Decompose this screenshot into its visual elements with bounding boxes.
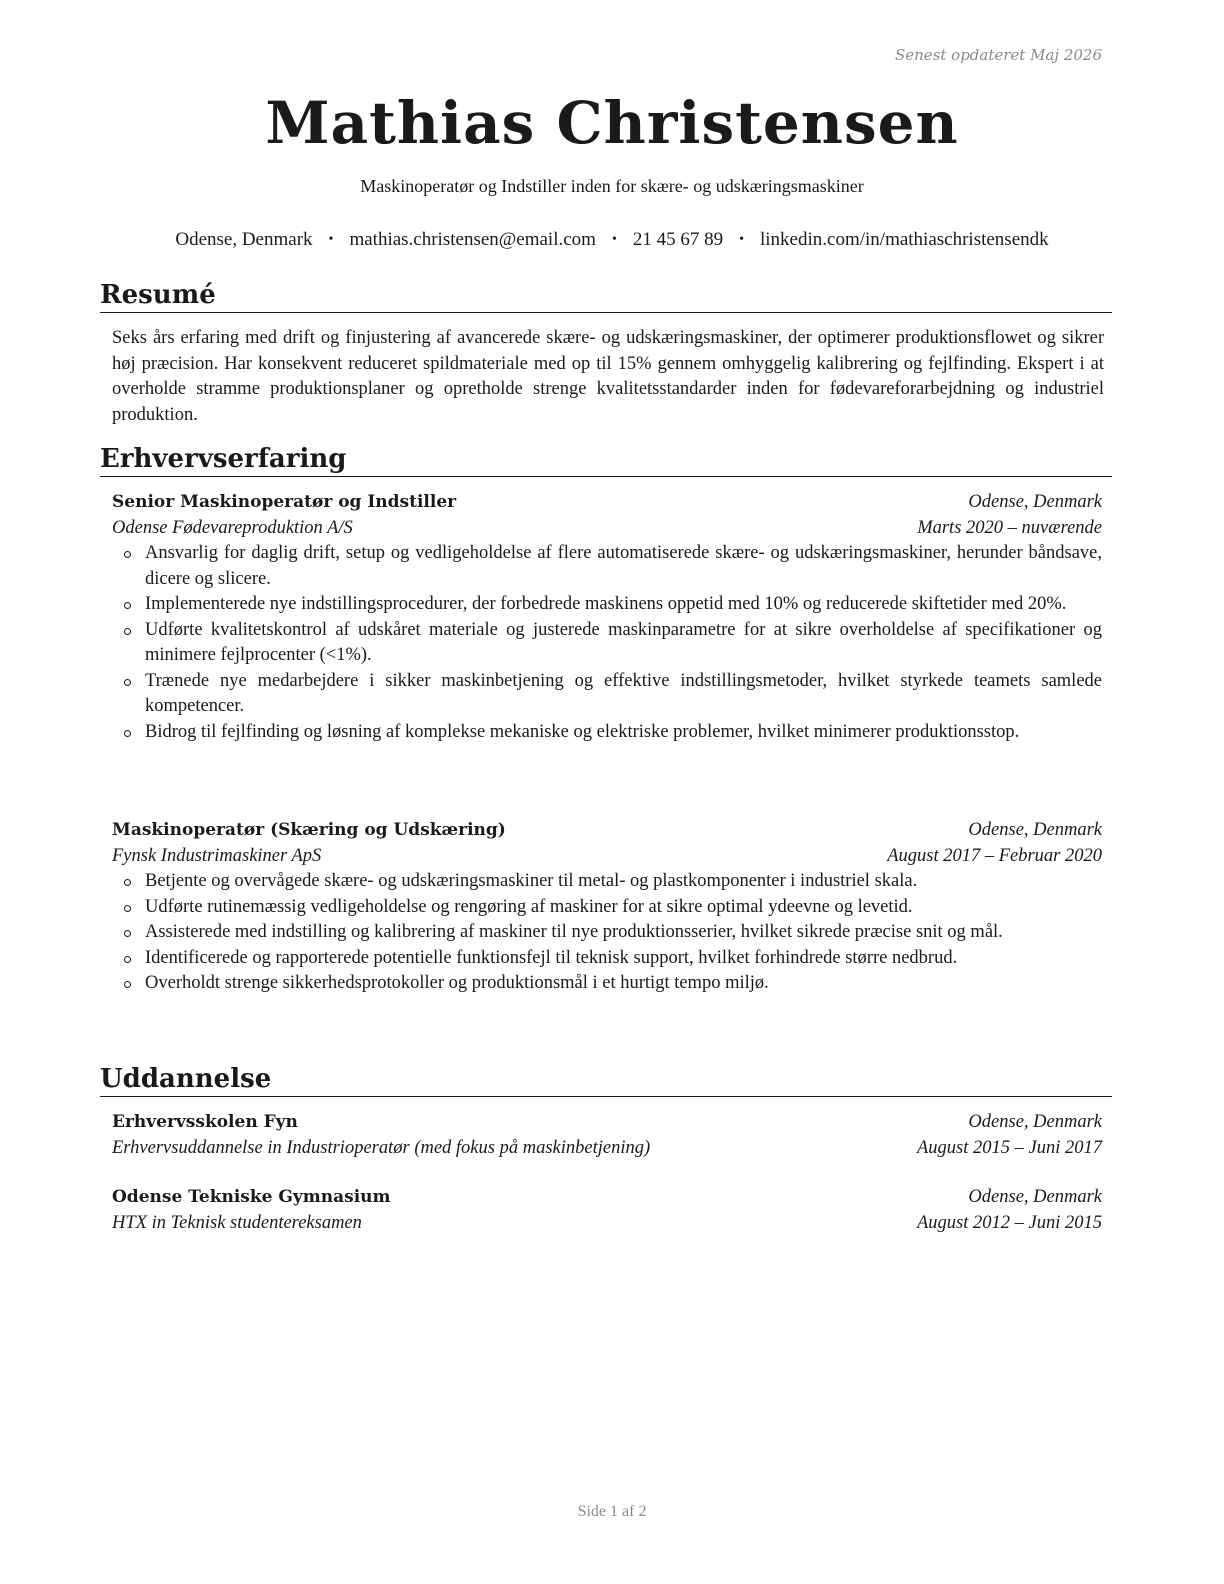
contact-linkedin[interactable]: linkedin.com/in/mathiaschristensendk xyxy=(760,229,1049,250)
candidate-name: Mathias Christensen xyxy=(265,89,959,157)
list-item: Trænede nye medarbejdere i sikker maskinbetjening og effektive indstillingsmetoder, hvilket styrkede teamets samlede kompetencer. xyxy=(112,669,1102,720)
list-item: Bidrog til fejlfinding og løsning af komplekse mekaniske og elektriske problemer, hvilket minimerer produktionsstop. xyxy=(112,720,1102,746)
list-item: Overholdt strenge sikkerhedsprotokoller og produktionsmål i et hurtigt tempo miljø. xyxy=(112,971,1102,997)
bullet-separator: • xyxy=(328,232,334,247)
school-name: Erhvervsskolen Fyn xyxy=(112,1112,298,1132)
job-entry xyxy=(112,818,1102,997)
job-dates: Marts 2020 – nuværende xyxy=(917,517,1102,538)
contact-email[interactable]: mathias.christensen@email.com xyxy=(349,229,596,250)
bullet-separator: • xyxy=(739,232,744,247)
job-title: Maskinoperatør (Skæring og Udskæring) xyxy=(112,820,506,840)
contact-line xyxy=(0,229,1224,251)
job-company: Fynsk Industrimaskiner ApS xyxy=(112,845,322,866)
contact-location: Odense, Denmark xyxy=(175,229,313,250)
list-item: Ansvarlig for daglig drift, setup og vedligeholdelse af flere automatiserede skære- og udskæringsmaskiner, herunder båndsave, dicere og slicere. xyxy=(112,541,1102,592)
section-heading-summary: Resumé xyxy=(100,279,1112,313)
list-item: Identificerede og rapporterede potentielle funktionsfejl til teknisk support, hvilket forhindrede større nedbrud. xyxy=(112,946,1102,972)
last-updated: Senest opdateret Maj 2026 xyxy=(894,46,1102,64)
job-entry xyxy=(112,490,1102,745)
job-title: Senior Maskinoperatør og Indstiller xyxy=(112,492,457,512)
school-degree: Erhvervsuddannelse in Industrioperatør (med fokus på maskinbetjening) xyxy=(112,1137,651,1158)
list-item: Udførte kvalitetskontrol af udskåret materiale og justerede maskinparametre for at sikre overholdelse af specifikationer og minimere fejlprocenter (<1%). xyxy=(112,618,1102,669)
school-dates: August 2015 – Juni 2017 xyxy=(917,1137,1102,1158)
education-entry xyxy=(112,1110,1102,1161)
school-location: Odense, Denmark xyxy=(968,1112,1102,1132)
education-entry xyxy=(112,1185,1102,1236)
school-dates: August 2012 – Juni 2015 xyxy=(917,1212,1102,1233)
list-item: Implementerede nye indstillingsprocedurer, der forbedrede maskinens oppetid med 10% og reducerede skiftetider med 20%. xyxy=(112,592,1102,618)
page-number: Side 1 af 2 xyxy=(577,1503,647,1520)
job-location: Odense, Denmark xyxy=(968,820,1102,840)
summary-text: Seks års erfaring med drift og finjustering af avancerede skære- og udskæringsmaskiner, der optimerer produktionsflowet og sikrer høj præcision. Har konsekvent reduceret spildmateriale med op til 15% gennem omhyggelig kalibrering og fejlfinding. Ekspert i at overholde stramme produktionsplaner og opretholde strenge kvalitetsstandarder inden for fødevareforarbejdning og industriel produktion. xyxy=(112,328,1104,425)
contact-phone: 21 45 67 89 xyxy=(632,229,724,250)
section-heading-education: Uddannelse xyxy=(100,1063,1112,1097)
list-item: Betjente og overvågede skære- og udskæringsmaskiner til metal- og plastkomponenter i industriel skala. xyxy=(112,869,1102,895)
candidate-title: Maskinoperatør og Indstiller inden for skære- og udskæringsmaskiner xyxy=(360,176,864,196)
job-dates: August 2017 – Februar 2020 xyxy=(887,845,1102,866)
school-name: Odense Tekniske Gymnasium xyxy=(112,1187,391,1207)
bullet-separator: • xyxy=(611,232,617,247)
job-bullets xyxy=(112,869,1102,997)
section-heading-experience: Erhvervserfaring xyxy=(100,443,1112,477)
list-item: Udførte rutinemæssig vedligeholdelse og rengøring af maskiner for at sikre optimal ydeevne og levetid. xyxy=(112,895,1102,921)
school-location: Odense, Denmark xyxy=(968,1187,1102,1207)
list-item: Assisterede med indstilling og kalibrering af maskiner til nye produktionsserier, hvilket sikrede præcise snit og mål. xyxy=(112,920,1102,946)
job-location: Odense, Denmark xyxy=(968,492,1102,512)
job-bullets xyxy=(112,541,1102,745)
school-degree: HTX in Teknisk studentereksamen xyxy=(112,1212,362,1233)
job-company: Odense Fødevareproduktion A/S xyxy=(112,517,353,538)
